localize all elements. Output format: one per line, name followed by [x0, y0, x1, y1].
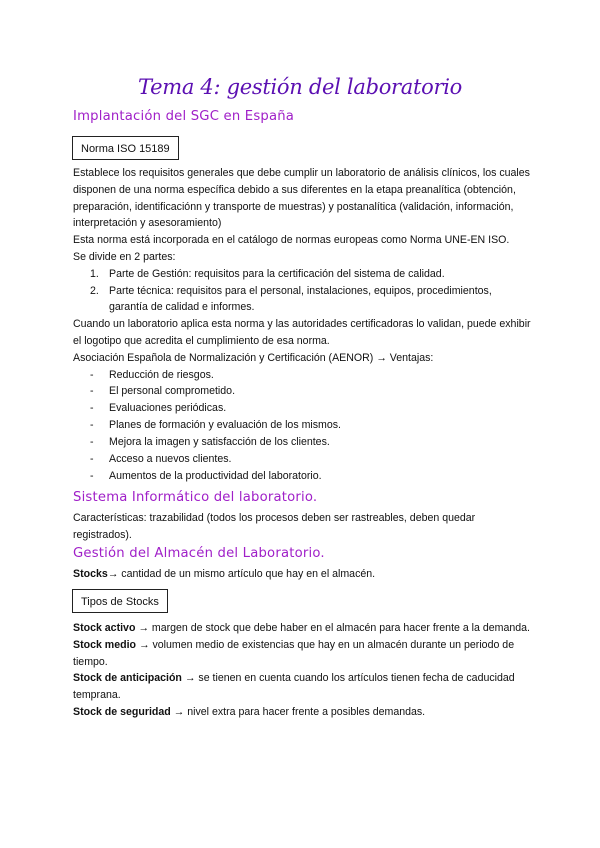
dash-bullet: - [90, 469, 94, 482]
incorporated-paragraph: Esta norma está incorporada en el catálogo de normas europeas como Norma UNE-EN ISO. [73, 234, 510, 247]
stock-type-def: → volumen medio de existencias que hay en un almacén durante un periodo de tiempo. [73, 638, 515, 668]
iso-norm-box: Norma ISO 15189 [72, 136, 179, 160]
section-informatic-body [73, 510, 533, 544]
list-item-text: Aumentos de la productividad del laboratorio. [109, 469, 322, 482]
dash-bullet: - [90, 419, 94, 432]
dash-bullet: - [90, 402, 94, 415]
stocks-term: Stocks [73, 568, 108, 580]
list-item-text: Parte técnica: requisitos para el personal, instalaciones, equipos, procedimientos, garantía de calidad e informes. [109, 284, 492, 314]
list-item-text: Parte de Gestión: requisitos para la certificación del sistema de calidad. [109, 267, 445, 280]
list-item [73, 367, 533, 384]
intro-paragraph: Establece los requisitos generales que debe cumplir un laboratorio de análisis clínicos, los cuales disponen de una norma específica debido a sus diferentes en la etapa preanalítica (obtención, preparación, identificaciónn y transporte de muestras) y postanalítica (validación, información, interpretación y asesoramiento) [73, 167, 530, 230]
stock-type-def: → nivel extra para hacer frente a posibles demandas. [170, 705, 426, 718]
aenor-paragraph: Asociación Española de Normalización y Certificación (AENOR) → Ventajas: [73, 351, 434, 364]
list-item-text: Reducción de riesgos. [109, 368, 214, 381]
list-item-text: Mejora la imagen y satisfacción de los clientes. [109, 436, 330, 449]
stock-type-term: Stock activo [73, 622, 136, 634]
stock-type-def: → margen de stock que debe haber en el almacén para hacer frente a la demanda. [135, 622, 530, 634]
stock-type-def: → se tienen en cuenta cuando los artículos tienen fecha de caducidad temprana. [73, 672, 515, 702]
parts-list [73, 266, 533, 316]
list-item [73, 283, 533, 317]
stocks-def: → cantidad de un mismo artículo que hay en el almacén. [107, 568, 376, 580]
stock-type-term: Stock de anticipación [73, 672, 182, 685]
traceability-paragraph: Características: trazabilidad (todos los procesos deben ser rastreables, deben quedar registrados). [73, 512, 476, 541]
list-item-text: Evaluaciones periódicas. [109, 402, 227, 415]
list-item-text: Planes de formación y evaluación de los mismos. [109, 419, 341, 432]
list-item [73, 417, 533, 434]
dash-bullet: - [90, 385, 94, 398]
stock-type-term: Stock medio [73, 638, 136, 651]
section-heading-informatic: Sistema Informático del laboratorio. [73, 490, 318, 505]
section-sgc-body [73, 165, 533, 485]
list-item-text: Acceso a nuevos clientes. [109, 453, 232, 466]
section-heading-sgc: Implantación del SGC en España [73, 109, 295, 124]
stock-type-term: Stock de seguridad [73, 705, 171, 718]
stock-type-entry [73, 637, 533, 671]
advantages-list [73, 367, 533, 485]
list-item [73, 434, 533, 451]
stock-type-entry [73, 704, 533, 721]
dash-bullet: - [90, 436, 94, 449]
divides-paragraph: Se divide en 2 partes: [73, 250, 176, 263]
list-item [73, 400, 533, 417]
list-number: 2. [90, 284, 99, 297]
stock-type-entry [73, 670, 533, 704]
list-item [73, 266, 533, 283]
stock-type-entry [73, 620, 533, 637]
list-item [73, 451, 533, 468]
page-title: Tema 4: gestión del laboratorio [138, 75, 462, 99]
list-number: 1. [90, 267, 99, 280]
list-item [73, 383, 533, 400]
stock-types-box: Tipos de Stocks [72, 589, 168, 613]
list-item [73, 468, 533, 485]
certification-paragraph: Cuando un laboratorio aplica esta norma y las autoridades certificadoras lo validan, puede exhibir el logotipo que acredita el cumplimiento de esa norma. [73, 318, 531, 347]
list-item-text: El personal comprometido. [109, 385, 236, 398]
dash-bullet: - [90, 368, 94, 381]
section-heading-warehouse: Gestión del Almacén del Laboratorio. [73, 546, 325, 561]
stocks-definition [73, 566, 533, 583]
dash-bullet: - [90, 453, 94, 466]
stock-types-body [73, 620, 533, 721]
